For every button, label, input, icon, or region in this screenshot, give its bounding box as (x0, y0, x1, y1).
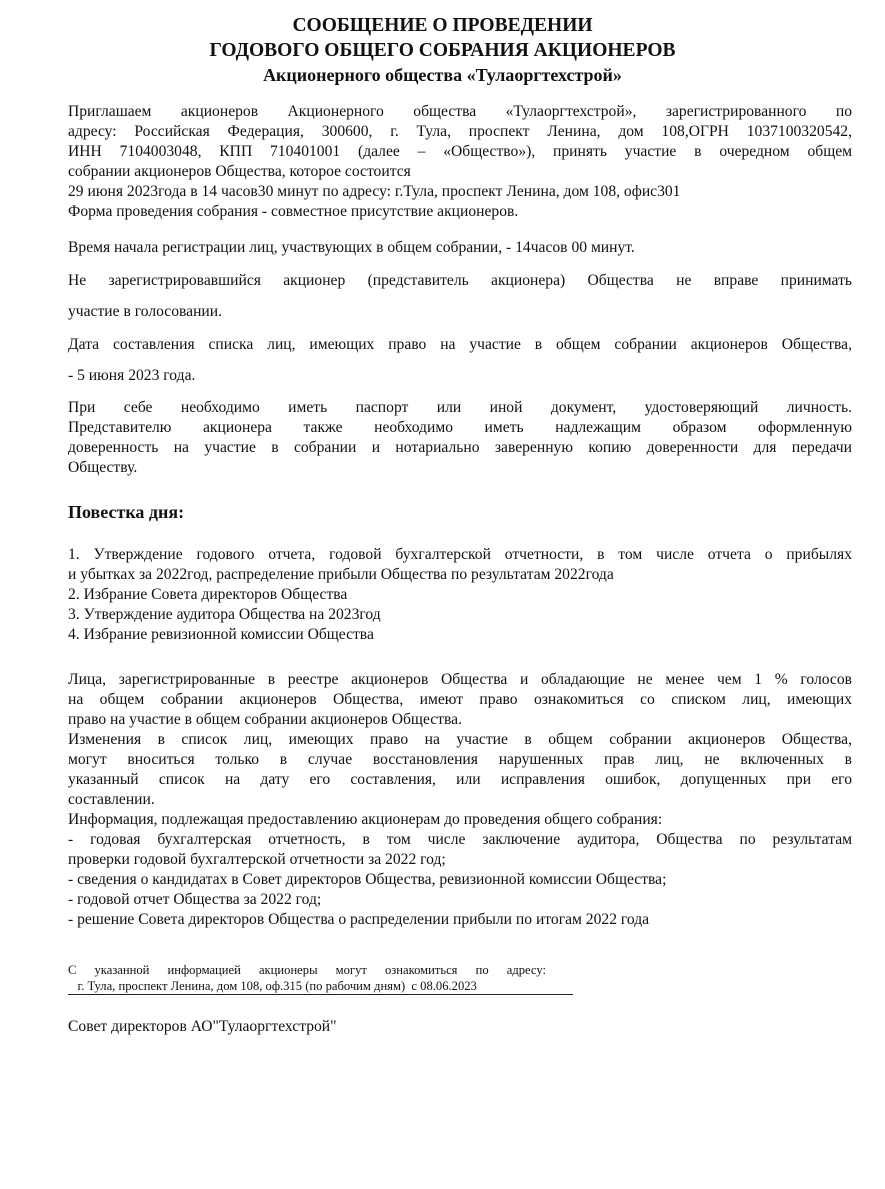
text-line: - годовой отчет Общества за 2022 год; (68, 891, 322, 908)
text-line: - решение Совета директоров Общества о распределении прибыли по итогам 2022 года (68, 911, 650, 928)
document-title-line1: СООБЩЕНИЕ О ПРОВЕДЕНИИ (292, 15, 593, 36)
text-line: указанный список на дату его составления, или исправления ошибок, допущенных при его (68, 771, 852, 788)
meeting-form: Форма проведения собрания - совместное присутствие акционеров. (68, 203, 519, 220)
text-line: Информация, подлежащая предоставлению акционерам до проведения общего собрания: (68, 811, 663, 828)
text-line: - 5 июня 2023 года. (68, 367, 196, 384)
text-line: Приглашаем акционеров Акционерного общества «Тулаоргтехстрой», зарегистрированного по (68, 103, 852, 120)
agenda-item-4: 4. Избрание ревизионной комиссии Общества (68, 626, 374, 643)
text-line: собрании акционеров Общества, которое состоится (68, 163, 411, 180)
unregistered-notice (68, 271, 852, 291)
text-line: доверенность на участие в собрании и нотариально заверенную копию доверенности для передачи (68, 439, 852, 456)
text-line: При себе необходимо иметь паспорт или иной документ, удостоверяющий личность. (68, 399, 852, 416)
access-info (68, 963, 546, 977)
text-line: на общем собрании акционеров Общества, имеют право ознакомиться со списком лиц, имеющих (68, 691, 852, 708)
document-title-company: Акционерного общества «Тулаоргтехстрой» (263, 65, 622, 85)
agenda-heading: Повестка дня: (68, 502, 185, 522)
agenda-item-2: 2. Избрание Совета директоров Общества (68, 586, 348, 603)
text-line: проверки годовой бухгалтерской отчетности за 2022 год; (68, 851, 446, 868)
text-line: Не зарегистрировавшийся акционер (представитель акционера) Общества не вправе принимать (68, 272, 852, 289)
registration-time (68, 238, 852, 258)
agenda-item-3: 3. Утверждение аудитора Общества на 2023год (68, 606, 381, 623)
text-line: Дата составления списка лиц, имеющих право на участие в общем собрании акционеров Общества, (68, 336, 852, 353)
text-line: Изменения в список лиц, имеющих право на участие в общем собрании акционеров Общества, (68, 731, 852, 748)
text-line: право на участие в общем собрании акционеров Общества. (68, 711, 462, 728)
text-line: ИНН 7104003048, КПП 710401001 (далее – «Общество»), принять участие в очередном общем (68, 143, 852, 160)
agenda-item-1: 1. Утверждение годового отчета, годовой бухгалтерской отчетности, в том числе отчета о прибылях (68, 546, 852, 563)
text-line: могут вноситься только в случае восстановления нарушенных прав лиц, не включенных в (68, 751, 852, 768)
agenda-list (68, 545, 852, 645)
underline-divider (68, 994, 573, 995)
access-address: г. Тула, проспект Ленина, дом 108, оф.315 (по рабочим дням) с 08.06.2023 (68, 979, 477, 993)
agenda-item-1-cont: и убытках за 2022год, распределение прибыли Общества по результатам 2022года (68, 566, 614, 583)
list-date-value (68, 366, 852, 386)
documents-paragraph (68, 398, 852, 478)
invitation-paragraph (68, 102, 852, 222)
signature: Совет директоров АО"Тулаоргтехстрой" (68, 1018, 337, 1035)
text-line: С указанной информацией акционеры могут ознакомиться по адресу: (68, 963, 546, 977)
text-line: составлении. (68, 791, 155, 808)
unregistered-notice-cont (68, 302, 852, 322)
text-line: участие в голосовании. (68, 303, 223, 320)
text-line: адресу: Российская Федерация, 300600, г. Тула, проспект Ленина, дом 108,ОГРН 1037100320542, (68, 123, 852, 140)
text-line: Лица, зарегистрированные в реестре акционеров Общества и обладающие не менее чем 1 % голосов (68, 671, 852, 688)
meeting-date-place: 29 июня 2023года в 14 часов30 минут по адресу: г.Тула, проспект Ленина, дом 108, офис301 (68, 183, 681, 200)
list-date-paragraph (68, 335, 852, 355)
text-line: Представителю акционера также необходимо иметь надлежащим образом оформленную (68, 419, 852, 436)
rights-section (68, 670, 852, 930)
text-line: Обществу. (68, 459, 138, 476)
document-title-line2: ГОДОВОГО ОБЩЕГО СОБРАНИЯ АКЦИОНЕРОВ (209, 40, 676, 61)
text-line: - годовая бухгалтерская отчетность, в том числе заключение аудитора, Общества по результатам (68, 831, 852, 848)
text-line: Время начала регистрации лиц, участвующих в общем собрании, - 14часов 00 минут. (68, 239, 635, 256)
text-line: - сведения о кандидатах в Совет директоров Общества, ревизионной комиссии Общества; (68, 871, 667, 888)
